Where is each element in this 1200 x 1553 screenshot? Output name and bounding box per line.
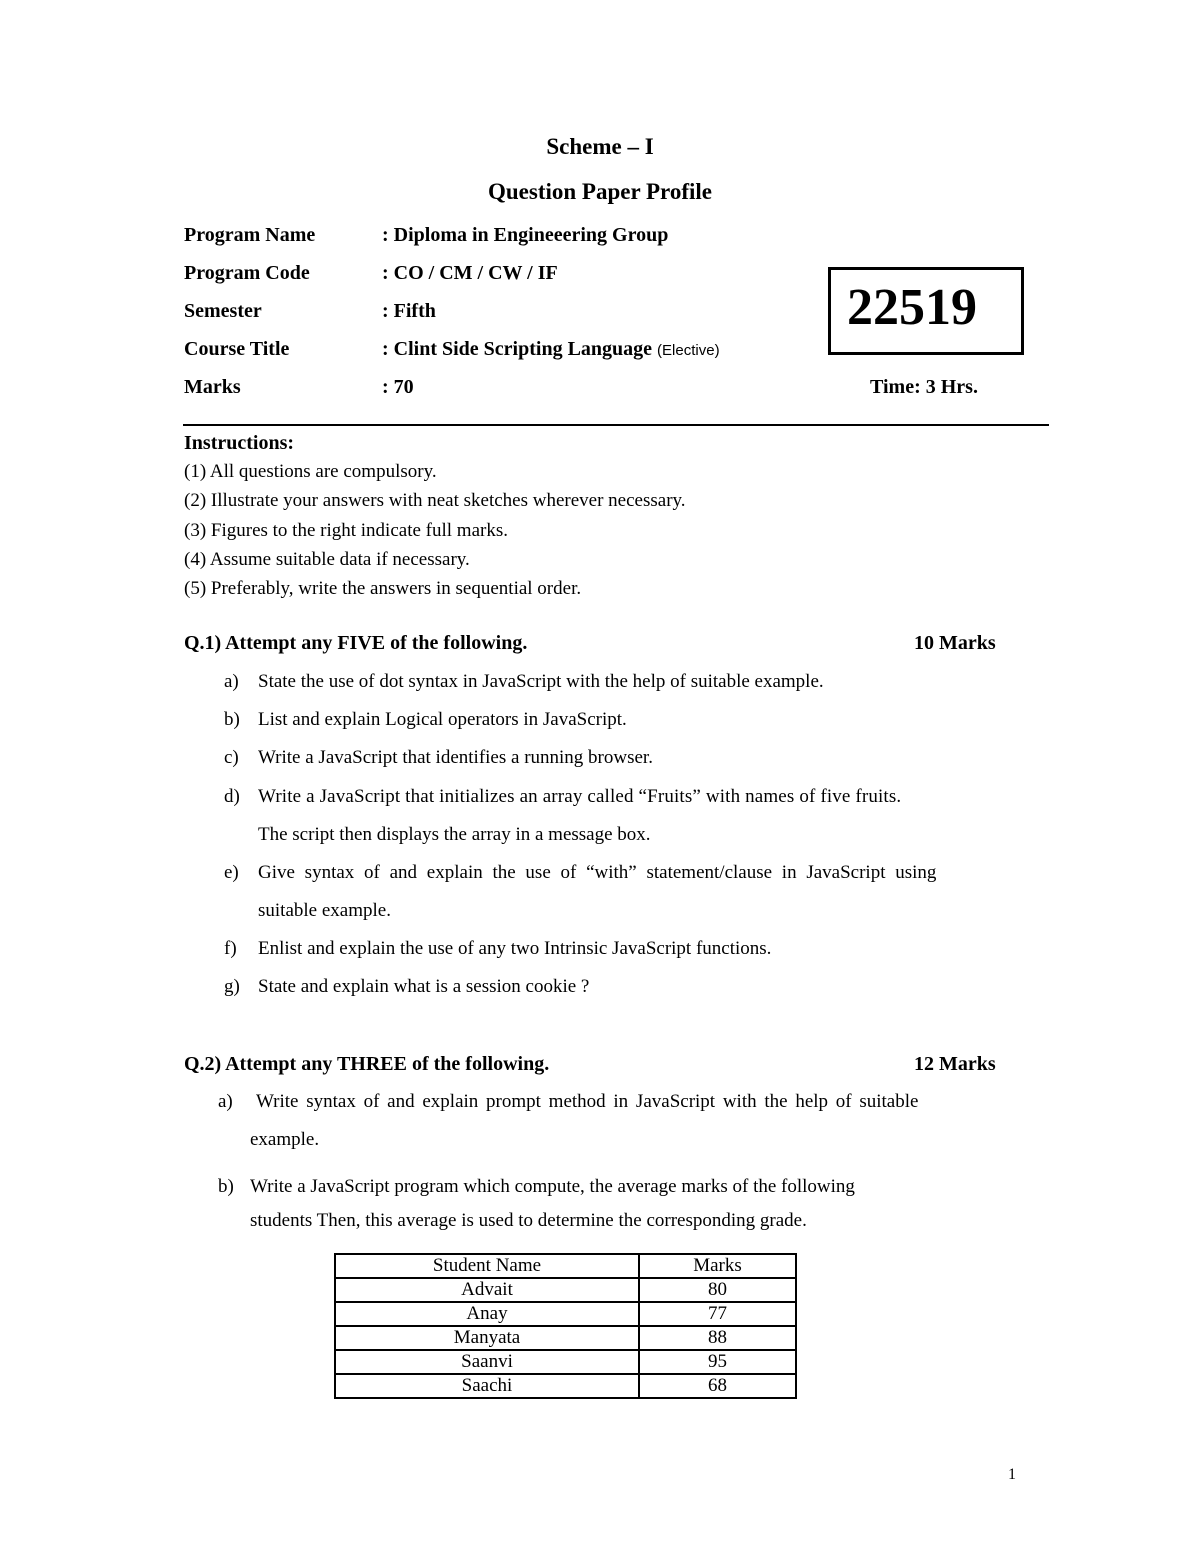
q2-item-text-continued: students Then, this average is used to determine the corresponding grade. xyxy=(250,1210,807,1231)
q1-item-text: Give syntax of and explain the use of “with” statement/clause in JavaScript using xyxy=(258,862,937,883)
table-cell: 68 xyxy=(639,1374,796,1398)
program-name-label: Program Name xyxy=(184,224,316,246)
table-cell: Saanvi xyxy=(335,1350,639,1374)
q1-item-text: Enlist and explain the use of any two Intrinsic JavaScript functions. xyxy=(258,938,772,959)
table-cell: 80 xyxy=(639,1278,796,1302)
instruction-item: (4) Assume suitable data if necessary. xyxy=(184,549,470,570)
q1-item-letter: b) xyxy=(224,709,240,730)
program-name-value: : Diploma in Engineeering Group xyxy=(382,224,669,246)
course-title-value xyxy=(382,338,720,361)
course-title-label: Course Title xyxy=(184,338,290,360)
table-cell: 95 xyxy=(639,1350,796,1374)
program-code-value: : CO / CM / CW / IF xyxy=(382,262,558,284)
course-code-box xyxy=(828,267,1024,355)
table-row xyxy=(335,1326,796,1350)
q1-item-text: List and explain Logical operators in JavaScript. xyxy=(258,709,627,730)
q1-item-text-continued: The script then displays the array in a message box. xyxy=(258,824,651,845)
table-row xyxy=(335,1350,796,1374)
table-header-row xyxy=(335,1254,796,1278)
q1-item-text: State and explain what is a session cookie ? xyxy=(258,976,590,997)
q1-item-text: Write a JavaScript that initializes an array called “Fruits” with names of five fruits. xyxy=(258,786,902,807)
elective-note: (Elective) xyxy=(657,342,720,359)
header-divider xyxy=(183,424,1049,426)
table-cell: Saachi xyxy=(335,1374,639,1398)
table-cell: 77 xyxy=(639,1302,796,1326)
q2-heading: Q.2) Attempt any THREE of the following. xyxy=(184,1053,550,1075)
q1-item-text: State the use of dot syntax in JavaScript with the help of suitable example. xyxy=(258,671,824,692)
q1-item-letter: d) xyxy=(224,786,240,807)
q1-marks: 10 Marks xyxy=(914,632,996,654)
q1-item-text: Write a JavaScript that identifies a running browser. xyxy=(258,747,653,768)
course-code: 22519 xyxy=(847,279,977,336)
course-title-text: : Clint Side Scripting Language xyxy=(382,338,653,360)
page-number: 1 xyxy=(1008,1466,1016,1483)
table-header-cell: Student Name xyxy=(335,1254,639,1278)
q1-item-letter: f) xyxy=(224,938,237,959)
instruction-item: (3) Figures to the right indicate full marks. xyxy=(184,520,508,541)
table-cell: Anay xyxy=(335,1302,639,1326)
q2-item-text-continued: example. xyxy=(250,1129,320,1150)
scheme-title: Scheme – I xyxy=(546,134,654,159)
table-cell: Advait xyxy=(335,1278,639,1302)
q2-marks: 12 Marks xyxy=(914,1053,996,1075)
instruction-item: (1) All questions are compulsory. xyxy=(184,461,437,482)
table-cell: 88 xyxy=(639,1326,796,1350)
student-marks-table xyxy=(334,1253,797,1399)
q1-item-letter: a) xyxy=(224,671,239,692)
time-duration: Time: 3 Hrs. xyxy=(870,376,978,398)
q2-item-letter: a) xyxy=(218,1091,233,1112)
q2-item-text: Write a JavaScript program which compute, the average marks of the following xyxy=(250,1176,855,1197)
q1-item-text-continued: suitable example. xyxy=(258,900,391,921)
table-row xyxy=(335,1302,796,1326)
table-row xyxy=(335,1374,796,1398)
table-cell: Manyata xyxy=(335,1326,639,1350)
program-code-label: Program Code xyxy=(184,262,310,284)
q1-item-letter: c) xyxy=(224,747,239,768)
q2-item-text: Write syntax of and explain prompt method in JavaScript with the help of suitable xyxy=(256,1091,919,1112)
table-row xyxy=(335,1278,796,1302)
semester-label: Semester xyxy=(184,300,262,322)
q1-heading: Q.1) Attempt any FIVE of the following. xyxy=(184,632,528,654)
instruction-item: (5) Preferably, write the answers in sequential order. xyxy=(184,578,582,599)
q1-item-letter: e) xyxy=(224,862,239,883)
q1-item-letter: g) xyxy=(224,976,240,997)
marks-value: : 70 xyxy=(382,376,414,398)
instruction-item: (2) Illustrate your answers with neat sketches wherever necessary. xyxy=(184,490,686,511)
q2-item-letter: b) xyxy=(218,1176,234,1197)
table-header-cell: Marks xyxy=(639,1254,796,1278)
marks-label: Marks xyxy=(184,376,241,398)
semester-value: : Fifth xyxy=(382,300,436,322)
instructions-heading: Instructions: xyxy=(184,432,295,454)
paper-profile-title: Question Paper Profile xyxy=(487,179,712,204)
